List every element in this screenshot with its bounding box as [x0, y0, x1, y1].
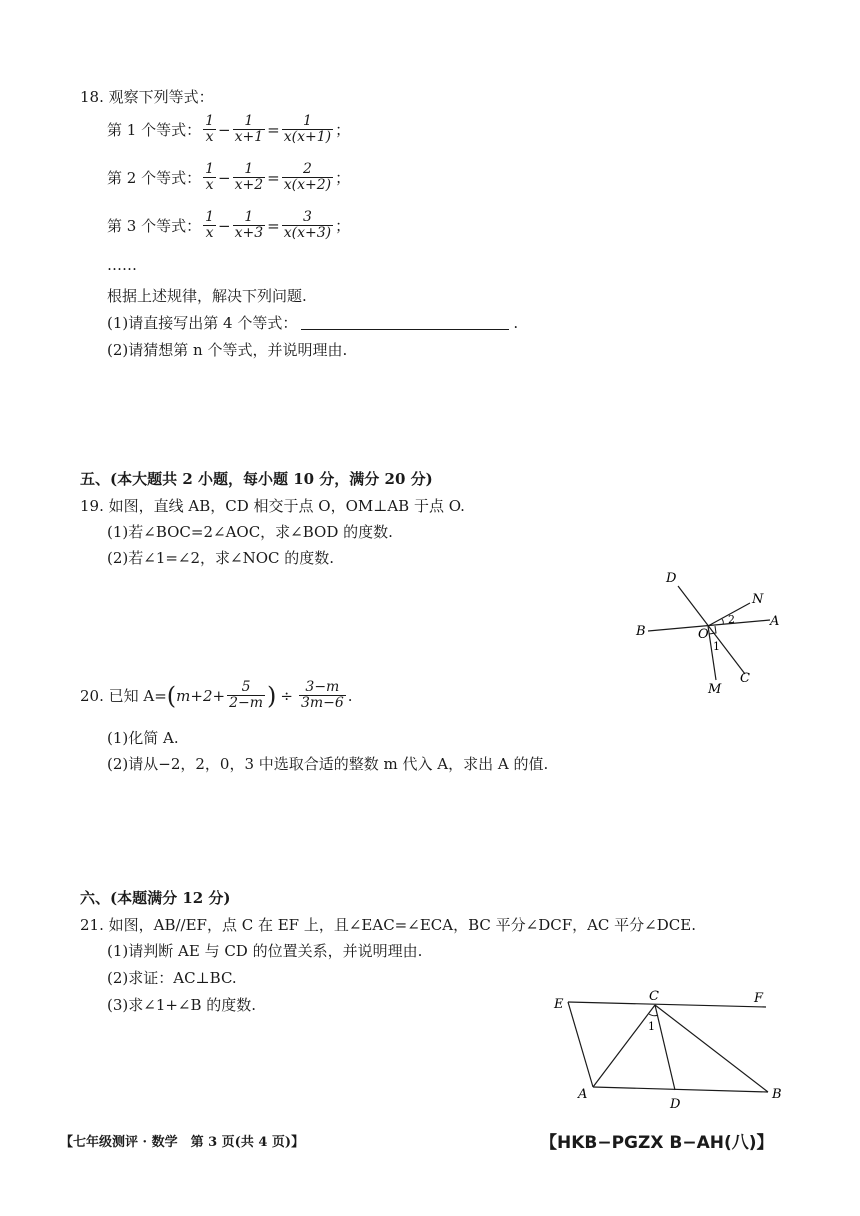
q19-part1: (1)若∠BOC=2∠AOC，求∠BOD 的度数. [107, 523, 393, 541]
label-b: B [636, 624, 646, 639]
q20-div: ÷ [280, 686, 293, 705]
eq2-frac-b: $\frac{1}{x+2}$ [234, 161, 264, 194]
q18-title: 18. 观察下列等式： [80, 88, 214, 106]
eq1-frac-b: $\frac{1}{x+1}$ [234, 113, 264, 146]
q20-frac-1: $\frac{5}{2-m}$ [229, 679, 263, 712]
angle-2-arc [722, 619, 723, 624]
q20-prefix: 20. 已知 A= [80, 687, 167, 706]
label-c: C [649, 990, 659, 1004]
label-m: M [708, 682, 722, 697]
line-ab [593, 1087, 768, 1092]
segment-ae [568, 1002, 593, 1087]
q18-part1-text: (1)请直接写出第 4 个等式： [107, 314, 298, 332]
eq1-prefix: 第 1 个等式： [107, 121, 202, 140]
q18-equation-2: 第 2 个等式： $\frac{1}{x}$ − $\frac{1}{x+2}$ = $\frac{2}{x(x+2)}$ ； [107, 161, 351, 194]
label-a: A [770, 614, 780, 629]
label-a: A [578, 1087, 588, 1102]
label-angle-2: 2 [728, 613, 735, 626]
line-dc [678, 586, 745, 674]
label-d: D [670, 1097, 681, 1112]
q18-equation-3: 第 3 个等式： $\frac{1}{x}$ − $\frac{1}{x+3}$ = $\frac{3}{x(x+3)}$ ； [107, 209, 351, 242]
q21-part2: (2)求证：AC⊥BC. [107, 969, 237, 987]
label-e: E [554, 997, 564, 1012]
q18-instruction: 根据上述规律，解决下列问题. [107, 287, 307, 305]
q18-part1-end: . [513, 313, 519, 332]
footer-right: 【HKB−PGZX B−AH(八)】 [540, 1133, 774, 1153]
eq3-frac-b: $\frac{1}{x+3}$ [234, 209, 264, 242]
label-angle-1: 1 [648, 1020, 655, 1033]
q18-equation-1: 第 1 个等式： $\frac{1}{x}$ − $\frac{1}{x+1}$ = $\frac{1}{x(x+1)}$ ； [107, 113, 351, 146]
q21-title: 21. 如图，AB//EF，点 C 在 EF 上，且∠EAC=∠ECA，BC 平分∠DCF，AC 平分∠DCE. [80, 916, 696, 934]
q19-title: 19. 如图，直线 AB，CD 相交于点 O，OM⊥AB 于点 O. [80, 497, 465, 515]
label-o: O [698, 627, 709, 642]
q20-part1: (1)化简 A. [107, 729, 179, 747]
q20-inner-left: m+2+ [176, 686, 226, 705]
q19-figure [630, 568, 780, 698]
label-angle-1: 1 [713, 640, 720, 653]
q20-frac-2: $\frac{3-m}{3m-6}$ [300, 679, 344, 712]
q20-part2: (2)请从−2，2，0，3 中选取合适的整数 m 代入 A，求出 A 的值. [107, 755, 549, 773]
q20-title: 20. 已知 A= ( m+2+ $\frac{5}{2-m}$ ) ÷ $\frac{3-m}{3m-6}$ . [80, 679, 353, 712]
eq3-frac-a: $\frac{1}{x}$ [205, 209, 215, 242]
footer-left: 【七年级测评 · 数学 第 3 页(共 4 页)】 [60, 1135, 305, 1150]
q21-part3: (3)求∠1+∠B 的度数. [107, 996, 257, 1014]
eq1-frac-c: $\frac{1}{x(x+1)}$ [283, 113, 332, 146]
q21-figure [548, 990, 788, 1115]
q18-part2: (2)请猜想第 n 个等式，并说明理由. [107, 341, 348, 359]
label-d: D [666, 571, 677, 586]
q18-dots: …… [107, 256, 137, 274]
eq2-prefix: 第 2 个等式： [107, 169, 202, 188]
eq2-frac-a: $\frac{1}{x}$ [205, 161, 215, 194]
q19-part2: (2)若∠1=∠2，求∠NOC 的度数. [107, 549, 335, 567]
section5-heading: 五、(本大题共 2 小题，每小题 10 分，满分 20 分) [80, 470, 433, 488]
label-b: B [772, 1087, 782, 1102]
q18-answer-blank[interactable] [301, 315, 509, 330]
q21-part1: (1)请判断 AE 与 CD 的位置关系，并说明理由. [107, 942, 423, 960]
line-ef [568, 1002, 766, 1007]
eq3-prefix: 第 3 个等式： [107, 217, 202, 236]
label-c: C [740, 671, 750, 686]
label-n: N [752, 592, 764, 607]
section6-heading: 六、(本题满分 12 分) [80, 889, 231, 907]
segment-ac [593, 1005, 655, 1087]
label-f: F [754, 991, 764, 1006]
eq2-frac-c: $\frac{2}{x(x+2)}$ [283, 161, 332, 194]
q18-part1 [107, 312, 518, 333]
eq3-frac-c: $\frac{3}{x(x+3)}$ [283, 209, 332, 242]
q20-end: . [347, 686, 353, 705]
eq1-frac-a: $\frac{1}{x}$ [205, 113, 215, 146]
